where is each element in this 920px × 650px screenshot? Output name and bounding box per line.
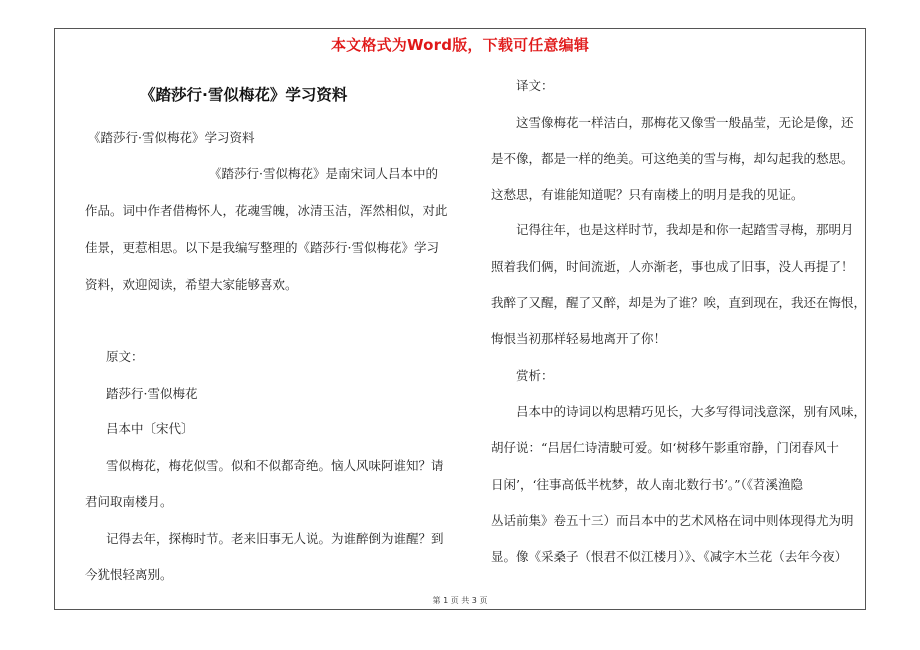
intro-line: 作品。词中作者借梅怀人，花魂雪魄，冰清玉洁，浑然相似，对此 [85,203,448,218]
article-title: 《踏莎行·雪似梅花》学习资料 [140,86,348,104]
translation-line: 这雪像梅花一样洁白，那梅花又像雪一般晶莹，无论是像，还 [516,115,854,130]
word-version-banner: 本文格式为Word版，下载可任意编辑 [330,36,590,54]
appreciation-line: 吕本中的诗词以构思精巧见长，大多写得词浅意深，别有风味， [516,404,867,419]
translation-line: 这愁思，有谁能知道呢？只有南楼上的明月是我的见证。 [491,187,804,202]
poem-line: 今犹恨轻离别。 [85,567,173,582]
translation-line: 我醉了又醒，醒了又醉，却是为了谁？唉，直到现在，我还在悔恨， [491,295,867,310]
translation-line: 是不像，都是一样的绝美。可这绝美的雪与梅，却勾起我的愁思。 [491,151,854,166]
translation-line: 记得往年，也是这样时节，我却是和你一起踏雪寻梅，那明月 [516,222,854,237]
intro-line: 资料，欢迎阅读，希望大家能够喜欢。 [85,277,298,292]
poem-line: 雪似梅花，梅花似雪。似和不似都奇绝。恼人风味阿谁知？请 [106,458,444,473]
appreciation-line: 显。像《采桑子（恨君不似江楼月）》、《减字木兰花（去年今夜） [491,549,848,564]
appreciation-line: 日闲’，‘往事高低半枕梦，故人南北数行书’。”（《苕溪渔隐 [491,477,804,492]
appreciation-label: 赏析： [516,368,554,383]
poem-title: 踏莎行·雪似梅花 [106,386,198,401]
poem-author: 吕本中〔宋代〕 [106,421,194,436]
poem-line: 记得去年，探梅时节。老来旧事无人说。为谁醉倒为谁醒？到 [106,531,444,546]
intro-line: 《踏莎行·雪似梅花》是南宋词人吕本中的 [209,166,438,181]
poem-line: 君问取南楼月。 [85,494,173,509]
original-label: 原文： [106,349,144,364]
page-footer: 第 1 页 共 3 页 [432,596,488,605]
appreciation-line: 丛话前集》卷五十三）而吕本中的艺术风格在词中则体现得尤为明 [491,513,854,528]
translation-label: 译文： [516,78,554,93]
appreciation-line: 胡仔说：“吕居仁诗清駛可爱。如‘树移午影重帘静，门闭春风十 [491,440,839,455]
translation-line: 照着我们俩，时间流逝，人亦渐老，事也成了旧事，没人再提了！ [491,259,854,274]
article-subtitle: 《踏莎行·雪似梅花》学习资料 [88,130,255,145]
intro-line: 佳景，更惹相思。以下是我编写整理的《踏莎行·雪似梅花》学习 [85,240,439,255]
translation-line: 悔恨当初那样轻易地离开了你！ [491,331,667,346]
